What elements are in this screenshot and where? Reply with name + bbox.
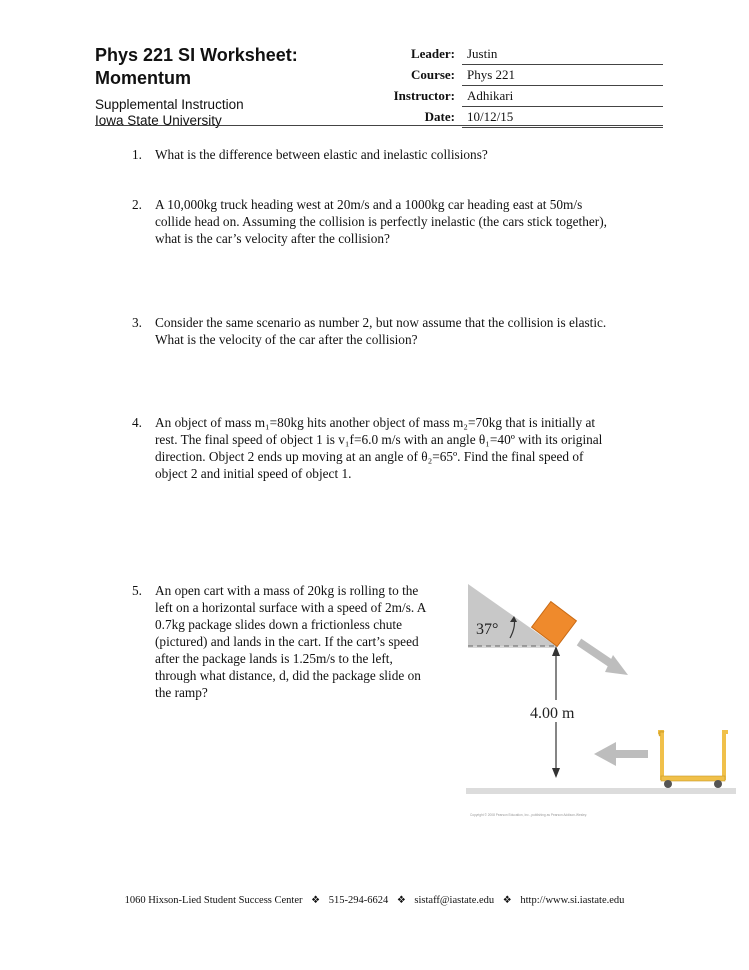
question-line: Consider the same scenario as number 2, but now assume that the collision is elastic.	[155, 315, 607, 330]
height-label: 4.00 m	[530, 705, 575, 722]
question-3	[132, 314, 606, 348]
date-value: 10/12/15	[467, 109, 514, 124]
footer-url[interactable]: http://www.si.iastate.edu	[520, 895, 625, 906]
ramp-figure	[466, 582, 736, 822]
question-line: through what distance, d, did the package slide on	[155, 668, 421, 683]
footer-phone: 515-294-6624	[328, 895, 389, 906]
cart-wheel	[714, 780, 722, 788]
question-line: rest. The final speed of object 1 is v₁f=6.0 m/s with an angle θ₁=40º with its original	[155, 432, 603, 447]
subtitle-line2: Iowa State University	[95, 113, 222, 128]
cart-motion-arrow	[594, 742, 648, 766]
question-2	[132, 196, 607, 247]
question-line: the ramp?	[155, 685, 208, 700]
course-row	[410, 65, 663, 86]
question-number: 1.	[132, 147, 142, 162]
footer-email[interactable]: sistaff@iastate.edu	[414, 895, 495, 906]
footer-separator: ❖	[311, 895, 321, 906]
header-left	[95, 44, 298, 129]
question-number: 2.	[132, 197, 142, 212]
question-line: A 10,000kg truck heading west at 20m/s and a 1000kg car heading east at 50m/s	[155, 197, 583, 212]
course-label: Course:	[410, 67, 455, 82]
footer-separator: ❖	[502, 895, 512, 906]
question-line: What is the velocity of the car after the collision?	[155, 332, 418, 347]
footer	[0, 895, 749, 906]
question-number: 3.	[132, 315, 142, 330]
leader-row	[410, 44, 663, 65]
ground	[466, 788, 736, 794]
question-line: direction. Object 2 ends up moving at an angle of θ₂=65º. Find the final speed of	[155, 449, 584, 464]
question-line: 0.7kg package slides down a frictionless chute	[155, 617, 403, 632]
worksheet-title-line1: Phys 221 SI Worksheet:	[95, 45, 298, 65]
cart-wheel	[664, 780, 672, 788]
footer-separator: ❖	[396, 895, 406, 906]
question-line: An open cart with a mass of 20kg is rolling to the	[155, 583, 419, 598]
question-4	[132, 414, 602, 482]
question-number: 5.	[132, 583, 142, 598]
header-divider	[95, 125, 663, 126]
leader-label: Leader:	[410, 46, 455, 61]
cart	[658, 732, 728, 789]
instructor-value: Adhikari	[467, 88, 514, 103]
question-5	[132, 582, 426, 701]
worksheet-title-line2: Momentum	[95, 68, 191, 88]
question-line: object 2 and initial speed of object 1.	[155, 466, 352, 481]
instructor-row	[393, 86, 663, 107]
figure-copyright: Copyright © 2008 Pearson Education, Inc., publishing as Pearson Addison-Wesley.	[470, 813, 588, 817]
package-motion-arrow	[579, 642, 628, 675]
angle-label: 37°	[476, 621, 499, 638]
leader-value: Justin	[467, 46, 498, 61]
question-line: An object of mass m₁=80kg hits another object of mass m₂=70kg that is initially at	[155, 415, 596, 430]
question-line: collide head on. Assuming the collision is perfectly inelastic (the cars stick together),	[155, 214, 607, 229]
date-label: Date:	[424, 109, 455, 124]
question-line: left on a horizontal surface with a speed of 2m/s. A	[155, 600, 427, 615]
question-line: after the package lands is 1.25m/s to the left,	[155, 651, 393, 666]
instructor-label: Instructor:	[393, 88, 455, 103]
question-number: 4.	[132, 415, 142, 430]
subtitle-line1: Supplemental Instruction	[95, 97, 244, 112]
course-value: Phys 221	[467, 67, 516, 82]
header-info	[376, 44, 663, 128]
question-line: What is the difference between elastic and inelastic collisions?	[155, 147, 488, 162]
question-line: what is the car’s velocity after the collision?	[155, 231, 390, 246]
question-line: (pictured) and lands in the cart. If the cart’s speed	[155, 634, 419, 649]
question-1	[132, 146, 488, 163]
footer-address: 1060 Hixson-Lied Student Success Center	[124, 895, 303, 906]
